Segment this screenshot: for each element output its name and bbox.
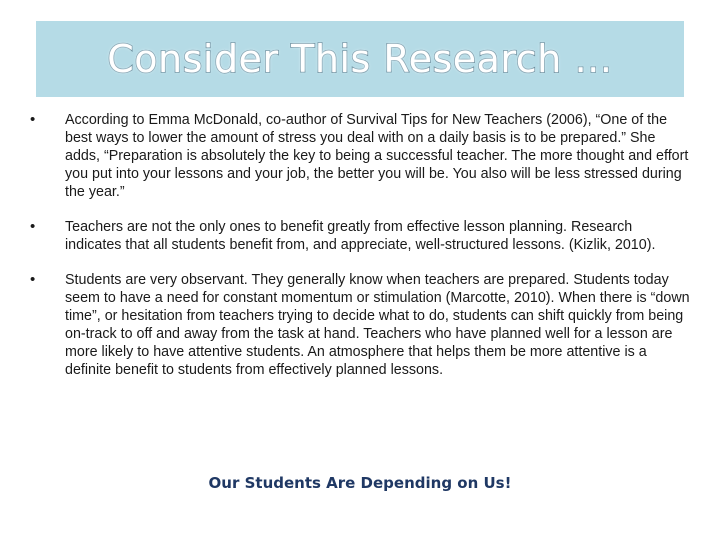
bullet-list — [30, 111, 690, 396]
bullet-icon: • — [30, 111, 36, 128]
slide-title: Consider This Research … — [107, 37, 613, 81]
footer-slogan: Our Students Are Depending on Us! — [208, 474, 512, 492]
bullet-item — [30, 218, 690, 254]
bullet-text: Teachers are not the only ones to benefit greatly from effective lesson planning. Research indicates that all students benefit from, and appreciate, well-structured lessons. (Kizlik, 2010). — [65, 219, 656, 253]
title-banner — [36, 21, 684, 97]
bullet-icon: • — [30, 271, 36, 288]
bullet-item — [30, 271, 690, 379]
bullet-icon: • — [30, 218, 36, 235]
bullet-text: According to Emma McDonald, co-author of Survival Tips for New Teachers (2006), “One of the best ways to lower the amount of stress you deal with on a daily basis is to be prepared.” She adds, “Preparation is absolutely the key to being a successful teacher. The more thought and effort you put into your lessons and your job, the better you will be. You also will be less stressed during the year.” — [65, 112, 689, 200]
bullet-item — [30, 111, 690, 201]
bullet-text: Students are very observant. They generally know when teachers are prepared. Students today seem to have a need for constant momentum or stimulation (Marcotte, 2010). When there is “down time”, or hesitation from teachers trying to decide what to do, students can shift quickly from being on-track to off and away from the task at hand. Teachers who have planned well for a lesson are more likely to have attentive students. An atmosphere that helps them be more attentive is a definite benefit to students from effectively planned lessons. — [65, 272, 690, 378]
